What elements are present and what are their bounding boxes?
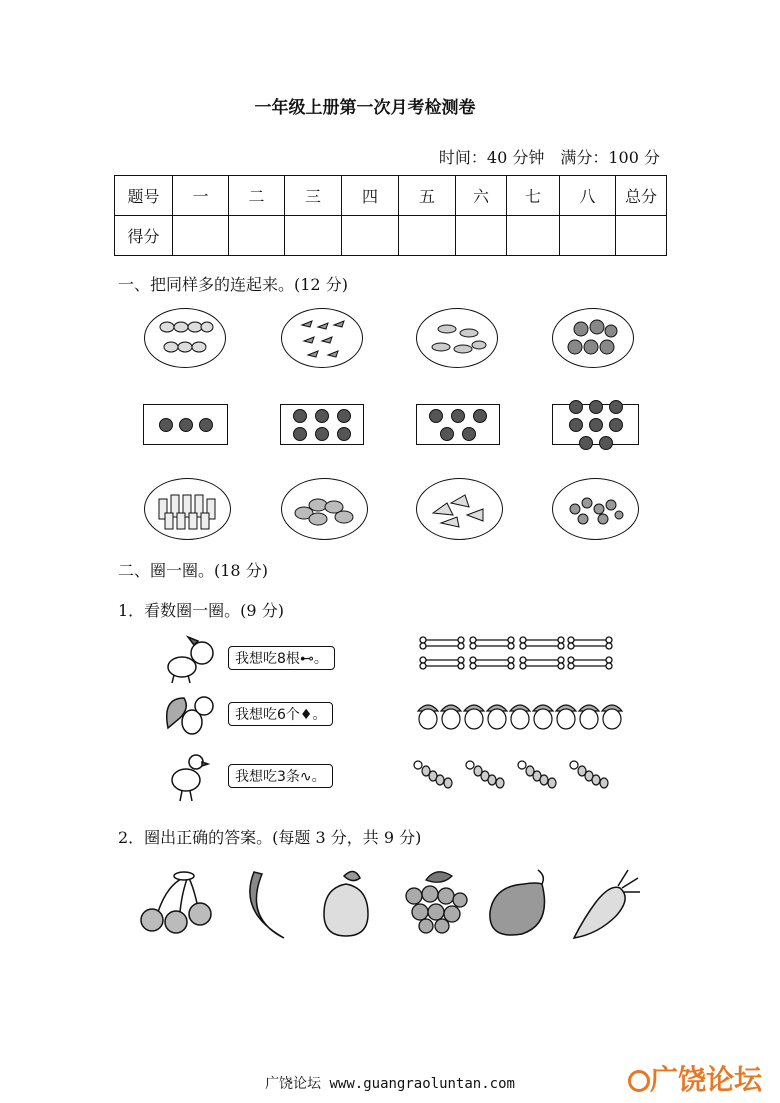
dot xyxy=(451,409,465,423)
speech-end: 。 xyxy=(312,707,327,723)
site-logo xyxy=(628,1058,762,1098)
cherries-icon[interactable] xyxy=(136,868,214,938)
bone-row[interactable] xyxy=(418,636,618,676)
bone-icon xyxy=(520,637,564,649)
dot xyxy=(609,400,623,414)
dot-box-3[interactable] xyxy=(143,404,228,445)
speech-bubble xyxy=(228,646,335,670)
grapes-icon[interactable] xyxy=(400,866,470,936)
bone-icon xyxy=(470,637,514,649)
dot xyxy=(589,418,603,432)
score-cell[interactable] xyxy=(456,216,507,256)
dot xyxy=(609,418,623,432)
dot xyxy=(589,400,603,414)
score-cell[interactable] xyxy=(229,216,285,256)
section1-heading: 一、把同样多的连起来。(12 分) xyxy=(118,275,348,294)
table-cell: 六 xyxy=(456,176,507,216)
goldfish-icon xyxy=(417,309,497,367)
bone-icon xyxy=(470,657,514,669)
orange-icon[interactable] xyxy=(320,866,374,938)
candy-icon xyxy=(553,479,638,539)
table-cell: 得分 xyxy=(115,216,173,256)
cake-plate[interactable] xyxy=(416,478,503,540)
score-table xyxy=(114,175,667,256)
bone-icon xyxy=(420,637,464,649)
dog-icon xyxy=(160,633,222,685)
dot xyxy=(315,409,329,423)
acorn-icon xyxy=(602,705,622,729)
acorn-icon xyxy=(579,705,599,729)
score-cell[interactable] xyxy=(616,216,667,256)
score-table-score-row xyxy=(115,216,667,256)
score-cell[interactable] xyxy=(560,216,616,256)
dot xyxy=(569,418,583,432)
radish-icon[interactable] xyxy=(568,866,644,942)
cookie-icon xyxy=(282,479,367,539)
q1-heading: 1．看数圈一圈。(9 分) xyxy=(118,601,284,620)
time-score-info: 时间：40 分钟 满分：100 分 xyxy=(438,148,660,167)
fish-icon xyxy=(282,309,362,367)
table-cell: 八 xyxy=(560,176,616,216)
footer-watermark: 广饶论坛 www.guangraoluntan.com xyxy=(265,1076,515,1092)
table-cell: 题号 xyxy=(115,176,173,216)
worm-row[interactable] xyxy=(412,755,622,795)
table-cell: 二 xyxy=(229,176,285,216)
dot xyxy=(337,427,351,441)
apple-icon xyxy=(553,309,633,367)
acorn-icon xyxy=(418,705,438,729)
apple-plate[interactable] xyxy=(552,308,634,368)
dot xyxy=(429,409,443,423)
worm-icon xyxy=(570,761,608,788)
dot-box-6[interactable] xyxy=(280,404,364,445)
acorn-icon xyxy=(487,705,507,729)
table-cell: 一 xyxy=(173,176,229,216)
dot-box-5[interactable] xyxy=(416,404,500,445)
mushroom-plate[interactable] xyxy=(144,308,226,368)
table-cell: 总分 xyxy=(616,176,667,216)
cookie-plate[interactable] xyxy=(281,478,368,540)
dot xyxy=(159,418,173,432)
speech-bubble xyxy=(228,764,333,788)
q2-heading: 2．圈出正确的答案。(每题 3 分，共 9 分) xyxy=(118,828,422,847)
dot xyxy=(462,427,476,441)
bone-icon xyxy=(568,637,612,649)
bone-icon xyxy=(568,657,612,669)
bone-icon xyxy=(420,657,464,669)
table-cell: 七 xyxy=(507,176,560,216)
speech-text: 我想吃6个 xyxy=(235,707,300,723)
goldfish-plate[interactable] xyxy=(416,308,498,368)
bottle-plate[interactable] xyxy=(144,478,231,540)
speech-bubble xyxy=(228,702,333,726)
worm-icon xyxy=(414,761,452,788)
acorn-icon xyxy=(556,705,576,729)
dot xyxy=(293,427,307,441)
mushroom-icon xyxy=(145,309,225,367)
acorn-icon xyxy=(510,705,530,729)
table-cell: 四 xyxy=(342,176,399,216)
dot xyxy=(179,418,193,432)
acorn-icon xyxy=(533,705,553,729)
acorn-icon xyxy=(464,705,484,729)
dot xyxy=(440,427,454,441)
speech-text: 我想吃8根 xyxy=(235,651,300,667)
fish-plate[interactable] xyxy=(281,308,363,368)
dot xyxy=(599,436,613,450)
speech-text: 我想吃3条 xyxy=(235,769,300,785)
score-cell[interactable] xyxy=(507,216,560,256)
table-cell: 三 xyxy=(285,176,342,216)
section2-heading: 二、圈一圈。(18 分) xyxy=(118,561,268,580)
banana-icon[interactable] xyxy=(236,866,298,942)
logo-icon xyxy=(628,1070,650,1092)
dot xyxy=(473,409,487,423)
score-table-header-row xyxy=(115,176,667,216)
dot xyxy=(337,409,351,423)
dot-box-8[interactable] xyxy=(552,404,639,445)
dot xyxy=(199,418,213,432)
acorn-icon: ♦ xyxy=(299,707,313,723)
score-cell[interactable] xyxy=(173,216,229,256)
logo-text: 广饶论坛 xyxy=(649,1063,762,1096)
squirrel-icon xyxy=(160,688,222,738)
bottle-icon xyxy=(145,479,230,539)
speech-end: 。 xyxy=(313,651,328,667)
page-title: 一年级上册第一次月考检测卷 xyxy=(254,98,476,118)
acorn-icon xyxy=(441,705,461,729)
bone-icon: ⊷ xyxy=(299,651,314,667)
acorn-row[interactable] xyxy=(414,697,624,733)
dot xyxy=(315,427,329,441)
worm-icon xyxy=(466,761,504,788)
cake-icon xyxy=(417,479,502,539)
score-cell[interactable] xyxy=(342,216,399,256)
candy-plate[interactable] xyxy=(552,478,639,540)
dot xyxy=(569,400,583,414)
score-cell[interactable] xyxy=(285,216,342,256)
chicken-icon xyxy=(164,748,216,804)
table-cell: 五 xyxy=(399,176,456,216)
dot xyxy=(293,409,307,423)
worm-icon xyxy=(518,761,556,788)
speech-end: 。 xyxy=(311,769,326,785)
eggplant-icon[interactable] xyxy=(488,866,554,938)
score-cell[interactable] xyxy=(399,216,456,256)
dot xyxy=(579,436,593,450)
worm-icon: ∿ xyxy=(299,769,312,785)
bone-icon xyxy=(520,657,564,669)
